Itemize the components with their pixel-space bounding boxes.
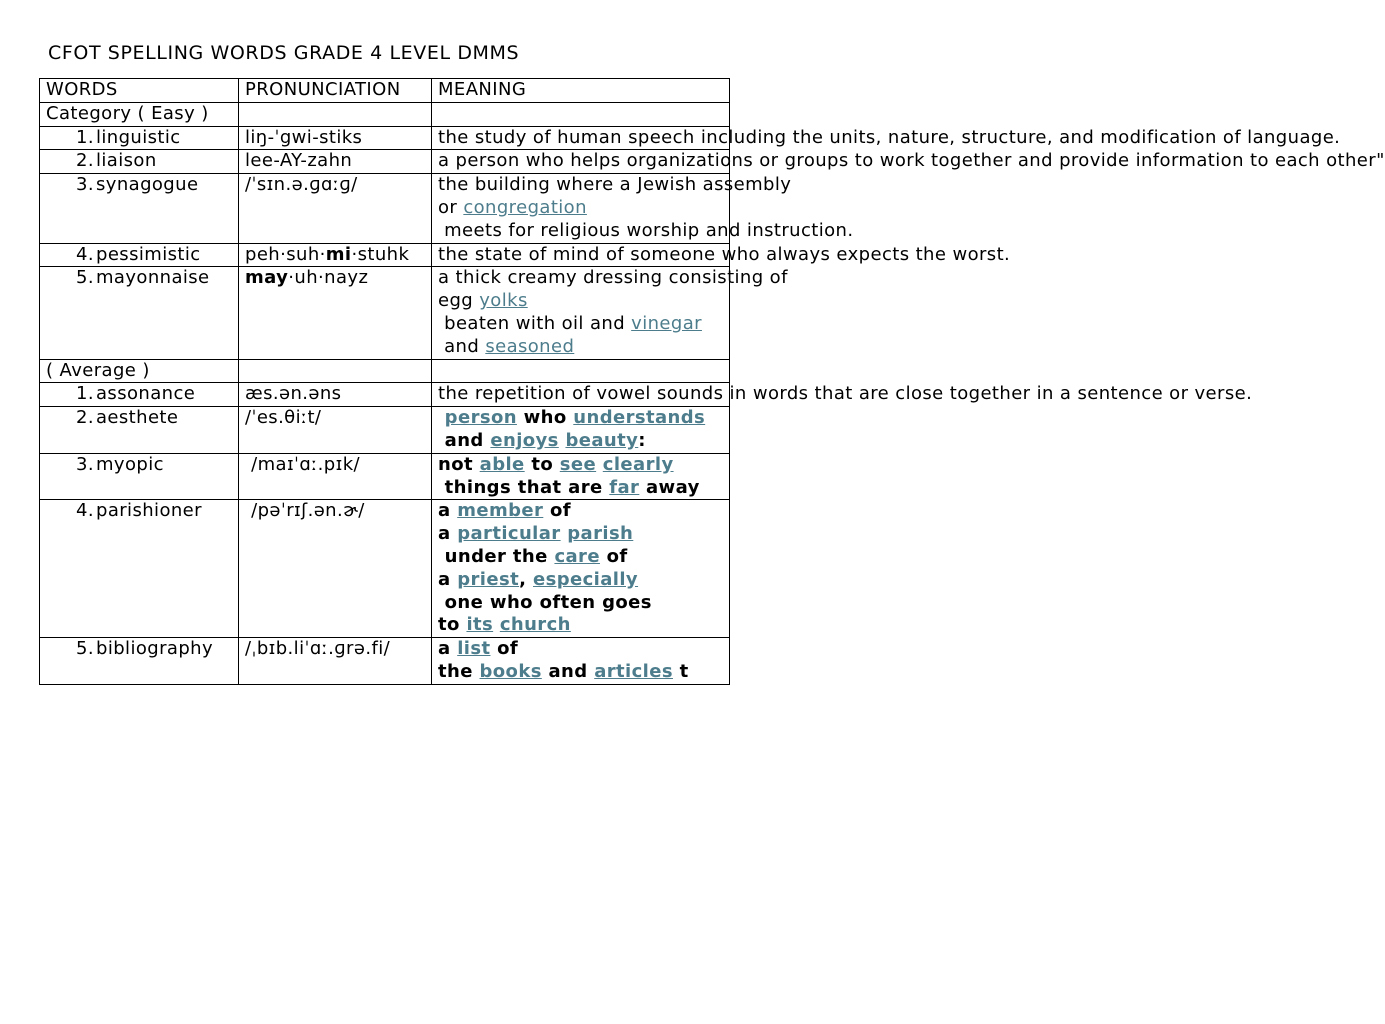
definition-link[interactable]: its (466, 614, 494, 636)
definition-link[interactable]: understands (573, 407, 706, 429)
item-number: 5. (76, 267, 94, 289)
header-pronunciation: PRONUNCIATION (239, 79, 432, 103)
meaning-cell (432, 407, 730, 454)
definition-link[interactable]: list (457, 638, 491, 660)
text-run: æs.ən.əns (245, 383, 342, 405)
spelling-word: parishioner (96, 500, 202, 522)
bold-text (438, 407, 445, 428)
definition-link[interactable]: church (499, 614, 571, 636)
category-row (40, 102, 730, 126)
bold-text: not (438, 453, 480, 475)
definition-link[interactable]: person (444, 407, 517, 429)
text-run: or (438, 196, 464, 218)
bold-text: a (438, 500, 458, 522)
category-label: Category ( Easy ) (40, 102, 239, 126)
definition-link[interactable]: priest (457, 568, 520, 590)
document-title: CFOT SPELLING WORDS GRADE 4 LEVEL DMMS (48, 42, 520, 64)
spelling-word: myopic (96, 453, 164, 475)
bold-text: who (516, 407, 574, 429)
definition-link[interactable]: member (457, 500, 544, 522)
word-row (40, 638, 730, 685)
pronunciation-cell (239, 243, 432, 267)
text-run: beaten with oil and (438, 312, 632, 334)
bold-text: to (438, 614, 467, 636)
spelling-word: aesthete (96, 407, 179, 429)
word-cell (40, 383, 239, 407)
definition-link[interactable]: care (554, 545, 600, 567)
pronunciation-cell (239, 500, 432, 638)
definition-link[interactable]: see (559, 453, 597, 475)
spelling-word: linguistic (96, 126, 181, 148)
item-number: 2. (76, 407, 94, 429)
definition-link[interactable]: enjoys (490, 429, 559, 451)
bold-text: a (438, 638, 458, 660)
item-number: 2. (76, 150, 94, 172)
bold-text: a (438, 523, 458, 545)
spelling-words-table (39, 78, 1385, 685)
word-cell (40, 150, 239, 174)
text-run: /ˈsɪn.ə.ɡɑːɡ/ (245, 174, 358, 196)
text-run: the study of human speech including the units, nature, structure, and modification of language. (438, 126, 1341, 148)
pronunciation-cell (239, 407, 432, 454)
word-row (40, 267, 730, 359)
definition-link[interactable]: particular (457, 523, 561, 545)
word-cell (40, 267, 239, 359)
word-row (40, 126, 730, 150)
bold-text: may (245, 267, 289, 289)
text-run: ·uh·nayz (288, 267, 369, 289)
definition-link[interactable]: yolks (479, 290, 528, 312)
meaning-cell (432, 126, 1341, 150)
spelling-word: bibliography (96, 638, 214, 660)
text-run: the repetition of vowel sounds in words that are close together in a sentence or verse. (438, 383, 1253, 405)
bold-text (493, 614, 500, 635)
word-row (40, 453, 730, 500)
empty-cell (432, 102, 730, 126)
bold-text: and (438, 429, 491, 451)
bold-text: away (639, 476, 700, 498)
text-run: /pəˈrɪʃ.ən.ɚ/ (245, 500, 365, 522)
empty-cell (239, 102, 432, 126)
definition-link[interactable]: parish (567, 523, 634, 545)
category-row (40, 359, 730, 383)
word-row (40, 150, 730, 174)
definition-link[interactable]: seasoned (485, 335, 575, 357)
pronunciation-cell (239, 267, 432, 359)
category-label: ( Average ) (40, 359, 239, 383)
definition-link[interactable]: especially (532, 568, 639, 590)
meaning-cell (432, 500, 730, 638)
pronunciation-cell (239, 150, 432, 174)
pronunciation-cell (239, 383, 432, 407)
word-row (40, 407, 730, 454)
bold-text: mi (325, 243, 352, 265)
text-run: ·stuhk (351, 243, 410, 265)
bold-text: of (599, 545, 635, 567)
bold-text: of (490, 638, 525, 660)
word-cell (40, 407, 239, 454)
empty-cell (432, 359, 730, 383)
bold-text: to (524, 453, 560, 475)
spelling-word: mayonnaise (96, 267, 210, 289)
spelling-word: assonance (96, 383, 196, 405)
pronunciation-cell (239, 174, 432, 243)
text-run: /ˌbɪb.liˈɑː.ɡrə.fi/ (245, 638, 391, 660)
word-cell (40, 174, 239, 243)
item-number: 3. (76, 174, 94, 196)
bold-text: things that are (438, 476, 610, 498)
definition-link[interactable]: far (609, 476, 640, 498)
text-run: /ˈes.θiːt/ (245, 407, 322, 429)
meaning-cell (432, 150, 1385, 174)
word-cell (40, 453, 239, 500)
meaning-cell (432, 174, 854, 243)
spelling-word: synagogue (96, 174, 199, 196)
word-row (40, 500, 730, 638)
text-run: meets for religious worship and instruction. (438, 219, 854, 241)
text-run: the state of mind of someone who always expects the worst. (438, 243, 1011, 265)
bold-text (596, 454, 603, 475)
definition-link[interactable]: beauty (565, 429, 639, 451)
pronunciation-cell (239, 453, 432, 500)
definition-link[interactable]: articles (594, 660, 673, 682)
meaning-cell (432, 383, 1253, 407)
table-body (40, 79, 1385, 685)
definition-link[interactable]: congregation (463, 196, 587, 218)
pronunciation-cell (239, 126, 432, 150)
word-cell (40, 500, 239, 638)
text-run: peh·suh· (245, 243, 326, 265)
definition-link[interactable]: able (479, 453, 525, 475)
bold-text: and (541, 660, 595, 682)
item-number: 4. (76, 243, 94, 265)
bold-text: one who often goes (438, 591, 659, 613)
word-cell (40, 243, 239, 267)
text-run: a thick creamy dressing consisting of (438, 267, 794, 289)
header-meaning: MEANING (432, 79, 730, 103)
header-words: WORDS (40, 79, 239, 103)
word-cell (40, 126, 239, 150)
word-row (40, 174, 730, 243)
item-number: 4. (76, 500, 94, 522)
bold-text: , (519, 568, 533, 590)
text-run: lee-AY-zahn (245, 150, 353, 172)
meaning-cell (432, 638, 730, 685)
bold-text: a (438, 568, 458, 590)
text-run: and (438, 335, 486, 357)
item-number: 3. (76, 453, 94, 475)
text-run: a person who helps organizations or groups to work together and provide information to each other" (438, 150, 1385, 172)
spelling-word: pessimistic (96, 243, 201, 265)
meaning-cell (432, 453, 730, 500)
word-cell (40, 638, 239, 685)
item-number: 1. (76, 126, 94, 148)
meaning-cell (432, 243, 1011, 267)
definition-link[interactable]: clearly (602, 453, 674, 475)
word-row (40, 383, 730, 407)
bold-text: : (638, 429, 646, 451)
empty-cell (239, 359, 432, 383)
pronunciation-cell (239, 638, 432, 685)
spelling-word: liaison (96, 150, 157, 172)
item-number: 1. (76, 383, 94, 405)
definition-link[interactable]: books (479, 660, 542, 682)
word-row (40, 243, 730, 267)
bold-text: of (543, 500, 578, 522)
text-run: liŋ-ˈgwi-stiks (245, 126, 363, 148)
bold-text: under the (438, 545, 555, 567)
header-row (40, 79, 730, 103)
bold-text: t (672, 660, 689, 682)
text-run: /maɪˈɑː.pɪk/ (245, 453, 361, 475)
bold-text: the (438, 660, 480, 682)
item-number: 5. (76, 638, 94, 660)
meaning-cell (432, 267, 794, 359)
text-run: egg (438, 290, 480, 312)
text-run: the building where a Jewish assembly (438, 174, 798, 196)
definition-link[interactable]: vinegar (631, 312, 702, 334)
